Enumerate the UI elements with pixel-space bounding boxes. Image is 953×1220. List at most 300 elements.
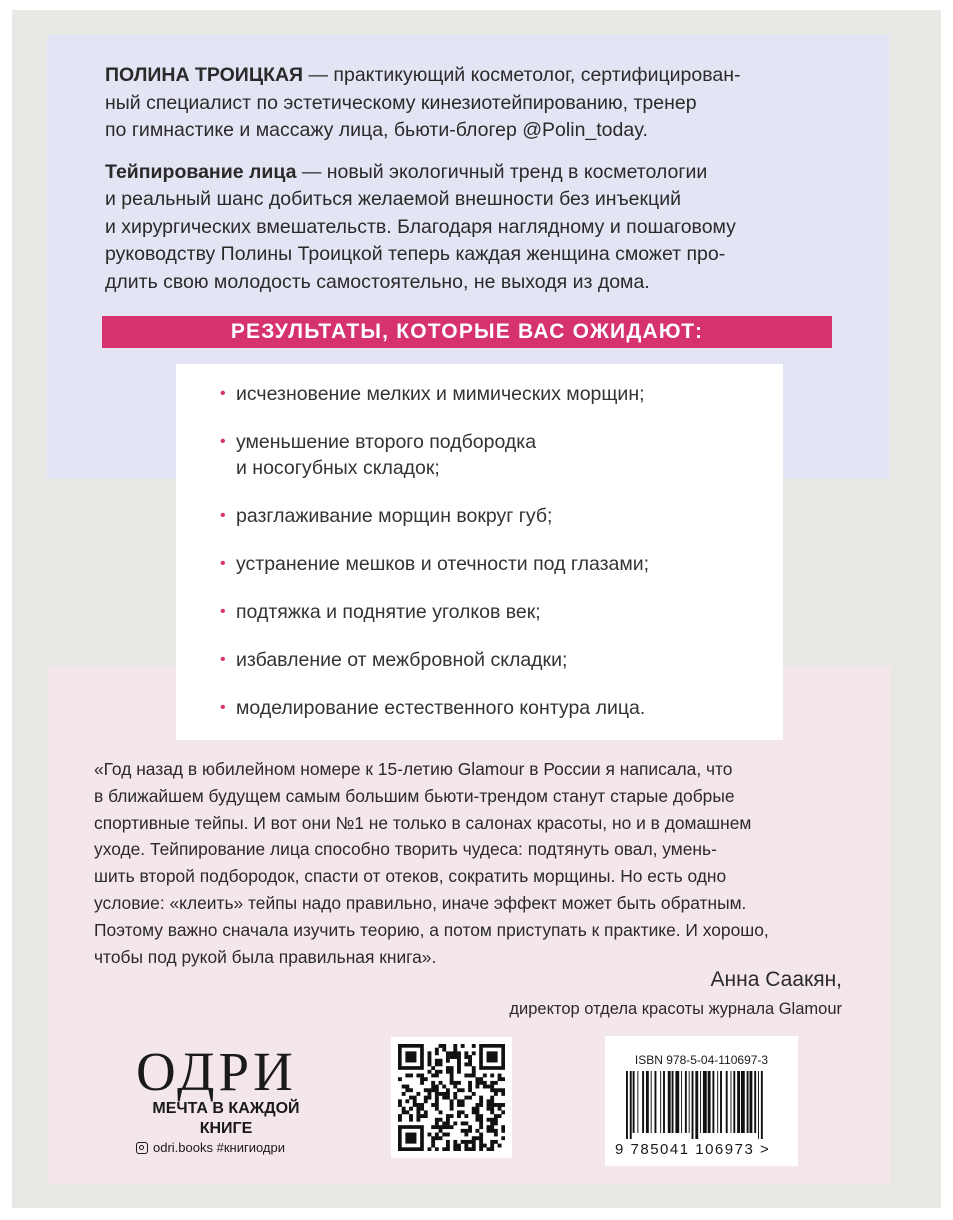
barcode-bar	[626, 1071, 628, 1139]
qr-module	[405, 1085, 409, 1089]
qr-module	[490, 1088, 494, 1092]
qr-module	[479, 1144, 483, 1148]
quote-line: Поэтому важно сначала изучить теорию, а потом приступать к практике. И хорошо,	[94, 919, 769, 940]
qr-module	[490, 1107, 494, 1111]
qr-module	[468, 1074, 472, 1078]
barcode-bar	[703, 1071, 707, 1133]
qr-module	[431, 1085, 435, 1089]
qr-module	[424, 1099, 428, 1103]
isbn-label: ISBN 978-5-04-110697-3	[634, 1053, 769, 1067]
result-item: • исчезновение мелких и мимических морщин;	[220, 383, 645, 405]
qr-module	[439, 1110, 443, 1114]
qr-module	[475, 1085, 479, 1089]
qr-module	[435, 1059, 439, 1063]
qr-module	[479, 1136, 483, 1140]
qr-module	[409, 1107, 413, 1111]
barcode-bar	[689, 1071, 690, 1133]
qr-module	[472, 1092, 476, 1096]
qr-module	[453, 1121, 457, 1125]
qr-module	[490, 1110, 494, 1114]
qr-module	[461, 1121, 465, 1125]
qr-module	[479, 1077, 483, 1081]
qr-module	[472, 1110, 476, 1114]
qr-module	[405, 1074, 409, 1078]
barcode-bar	[754, 1071, 756, 1133]
result-item: • избавление от межбровной складки;	[220, 649, 568, 671]
qr-module	[457, 1147, 461, 1151]
qr-module	[494, 1121, 498, 1125]
qr-module	[446, 1125, 450, 1129]
qr-module	[475, 1129, 479, 1133]
qr-module	[457, 1066, 461, 1070]
qr-module	[446, 1059, 450, 1063]
barcode-bar	[758, 1071, 759, 1139]
qr-module	[487, 1099, 491, 1103]
qr-module	[487, 1125, 491, 1129]
barcode-bar	[672, 1071, 674, 1133]
qr-module	[413, 1096, 417, 1100]
qr-module	[464, 1129, 468, 1133]
qr-module	[483, 1074, 487, 1078]
barcode-bar	[685, 1071, 687, 1133]
result-item: • устранение мешков и отечности под глазами;	[220, 553, 650, 575]
qr-module	[464, 1114, 468, 1118]
qr-module	[416, 1107, 420, 1111]
qr-module	[420, 1114, 424, 1118]
qr-module	[457, 1114, 461, 1118]
bullet-icon: •	[220, 603, 226, 620]
qr-module	[446, 1096, 450, 1100]
qr-module	[453, 1092, 457, 1096]
qr-module	[439, 1062, 443, 1066]
qr-module	[435, 1074, 439, 1078]
qr-module	[416, 1118, 420, 1122]
qr-module	[464, 1074, 468, 1078]
qr-module	[464, 1062, 468, 1066]
qr-module	[446, 1092, 450, 1096]
qr-module	[494, 1114, 498, 1118]
qr-module	[472, 1140, 476, 1144]
qr-module	[450, 1114, 454, 1118]
qr-module	[439, 1129, 443, 1133]
result-item: • уменьшение второго подбородка и носогубных складок;	[220, 431, 537, 479]
qr-module	[487, 1147, 491, 1151]
qr-module	[439, 1136, 443, 1140]
qr-module	[490, 1085, 494, 1089]
isbn-barcode	[605, 1036, 798, 1166]
publisher-slogan: МЕЧТА В КАЖДОЙ КНИГЕ	[152, 1100, 300, 1137]
qr-module	[435, 1103, 439, 1107]
qr-module	[490, 1140, 494, 1144]
qr-module	[413, 1103, 417, 1107]
qr-module	[450, 1077, 454, 1081]
barcode-bar	[720, 1071, 722, 1133]
barcode-bar	[651, 1071, 652, 1133]
qr-module	[442, 1125, 446, 1129]
qr-module	[472, 1051, 476, 1055]
results-heading: РЕЗУЛЬТАТЫ, КОТОРЫЕ ВАС ОЖИДАЮТ:	[102, 316, 832, 348]
barcode-bar	[700, 1071, 701, 1133]
qr-module	[446, 1144, 450, 1148]
qr-module	[472, 1136, 476, 1140]
qr-module	[464, 1096, 468, 1100]
qr-module	[490, 1118, 494, 1122]
quote-line: спортивные тейпы. И вот они №1 не только в салонах красоты, но и в домашнем	[94, 812, 752, 833]
qr-module	[468, 1129, 472, 1133]
qr-code-pattern	[398, 1044, 505, 1151]
qr-module	[461, 1129, 465, 1133]
qr-module	[416, 1110, 420, 1114]
qr-module	[453, 1044, 457, 1048]
qr-module	[501, 1103, 505, 1107]
qr-module	[446, 1114, 450, 1118]
qr-module	[398, 1103, 402, 1107]
qr-module	[468, 1147, 472, 1151]
qr-module	[435, 1136, 439, 1140]
qr-module	[453, 1096, 457, 1100]
barcode-bar	[731, 1071, 732, 1133]
qr-module	[479, 1099, 483, 1103]
qr-module	[428, 1096, 432, 1100]
results-list	[220, 381, 780, 743]
bullet-icon: •	[220, 385, 226, 402]
qr-module	[479, 1125, 483, 1129]
qr-module	[464, 1147, 468, 1151]
qr-module	[457, 1062, 461, 1066]
qr-module	[457, 1144, 461, 1148]
qr-module	[494, 1092, 498, 1096]
qr-module	[472, 1107, 476, 1111]
qr-module	[457, 1110, 461, 1114]
qr-module	[487, 1103, 491, 1107]
qr-module	[498, 1107, 502, 1111]
qr-module	[457, 1088, 461, 1092]
qr-module	[416, 1103, 420, 1107]
qr-module	[472, 1066, 476, 1070]
qr-module	[475, 1136, 479, 1140]
qr-module	[450, 1099, 454, 1103]
qr-module	[457, 1051, 461, 1055]
qr-module	[446, 1055, 450, 1059]
qr-module	[409, 1074, 413, 1078]
review-quote	[94, 756, 846, 970]
qr-module	[439, 1081, 443, 1085]
qr-module	[442, 1133, 446, 1137]
qr-module	[416, 1114, 420, 1118]
qr-module	[490, 1147, 494, 1151]
qr-module	[402, 1110, 406, 1114]
barcode-bar	[717, 1071, 718, 1133]
qr-module	[490, 1074, 494, 1078]
barcode-bars	[626, 1071, 778, 1139]
qr-module	[494, 1081, 498, 1085]
barcode-bar	[660, 1071, 661, 1133]
book-intro: Тейпирование лица — новый экологичный тренд в косметологии и реальный шанс добиться желаемой внешности без инъекций и хирургических вмешательств. Благодаря наглядному и пошаговому руководству Полины Троицкой теперь каждая женщина сможет про- длить свою молодость самостоятельно, не выходя из дома.	[105, 160, 736, 293]
qr-module	[405, 1051, 416, 1062]
qr-module	[490, 1081, 494, 1085]
qr-module	[479, 1081, 483, 1085]
qr-module	[479, 1147, 483, 1151]
qr-module	[487, 1051, 498, 1062]
qr-module	[475, 1107, 479, 1111]
qr-module	[464, 1133, 468, 1137]
qr-module	[479, 1118, 483, 1122]
qr-module	[446, 1070, 450, 1074]
instagram-icon	[136, 1142, 148, 1154]
qr-module	[468, 1125, 472, 1129]
qr-module	[453, 1085, 457, 1089]
qr-module	[475, 1081, 479, 1085]
qr-module	[446, 1147, 450, 1151]
qr-module	[475, 1118, 479, 1122]
barcode-bar	[642, 1071, 644, 1133]
qr-module	[435, 1092, 439, 1096]
qr-module	[442, 1048, 446, 1052]
qr-module	[468, 1055, 472, 1059]
barcode-bar	[747, 1071, 749, 1133]
qr-module	[450, 1066, 454, 1070]
qr-module	[483, 1085, 487, 1089]
qr-module	[428, 1055, 432, 1059]
qr-module	[475, 1114, 479, 1118]
qr-module	[490, 1099, 494, 1103]
qr-module	[494, 1129, 498, 1133]
qr-module	[461, 1140, 465, 1144]
qr-module	[479, 1096, 483, 1100]
qr-module	[450, 1051, 454, 1055]
quote-line: уходе. Тейпирование лица способно творить чудеса: подтянуть овал, умень-	[94, 839, 717, 860]
publisher-logo: ОДРИ	[136, 1041, 297, 1102]
qr-module	[490, 1125, 494, 1129]
qr-module	[431, 1144, 435, 1148]
qr-module	[487, 1085, 491, 1089]
qr-module	[416, 1074, 420, 1078]
qr-module	[475, 1077, 479, 1081]
qr-module	[446, 1088, 450, 1092]
qr-module	[468, 1085, 472, 1089]
quote-author-name: Анна Саакян,	[710, 968, 842, 991]
qr-module	[435, 1088, 439, 1092]
qr-module	[501, 1110, 505, 1114]
quote-line: условие: «клеить» тейпы надо правильно, иначе эффект может быть обратным.	[94, 892, 747, 913]
qr-module	[479, 1140, 483, 1144]
qr-module	[461, 1099, 465, 1103]
barcode-bar	[675, 1071, 679, 1133]
qr-module	[435, 1085, 439, 1089]
qr-module	[435, 1070, 439, 1074]
qr-module	[435, 1096, 439, 1100]
qr-module	[498, 1144, 502, 1148]
result-item: • моделирование естественного контура лица.	[220, 697, 646, 719]
qr-module	[416, 1092, 420, 1096]
qr-module	[487, 1107, 491, 1111]
barcode-bar	[712, 1071, 714, 1133]
barcode-bar	[741, 1071, 745, 1133]
qr-module	[442, 1147, 446, 1151]
qr-module	[457, 1103, 461, 1107]
barcode-bar	[750, 1071, 753, 1133]
qr-module	[472, 1144, 476, 1148]
qr-module	[405, 1088, 409, 1092]
qr-module	[409, 1118, 413, 1122]
qr-module	[435, 1062, 439, 1066]
qr-module	[468, 1059, 472, 1063]
qr-module	[457, 1081, 461, 1085]
qr-module	[428, 1133, 432, 1137]
qr-module	[428, 1147, 432, 1151]
qr-code	[391, 1037, 512, 1158]
barcode-bar	[633, 1071, 635, 1133]
qr-module	[428, 1051, 432, 1055]
qr-module	[424, 1110, 428, 1114]
qr-module	[431, 1081, 435, 1085]
qr-module	[442, 1121, 446, 1125]
qr-module	[464, 1144, 468, 1148]
qr-module	[435, 1051, 439, 1055]
qr-module	[439, 1070, 443, 1074]
qr-module	[468, 1096, 472, 1100]
qr-module	[439, 1092, 443, 1096]
qr-module	[501, 1077, 505, 1081]
qr-module	[446, 1051, 450, 1055]
qr-module	[402, 1092, 406, 1096]
qr-module	[450, 1107, 454, 1111]
qr-module	[420, 1103, 424, 1107]
qr-module	[501, 1129, 505, 1133]
qr-module	[435, 1121, 439, 1125]
qr-module	[468, 1081, 472, 1085]
qr-module	[501, 1136, 505, 1140]
qr-module	[472, 1044, 476, 1048]
qr-module	[450, 1055, 454, 1059]
qr-module	[501, 1092, 505, 1096]
qr-module	[413, 1099, 417, 1103]
qr-module	[472, 1070, 476, 1074]
qr-module	[483, 1081, 487, 1085]
qr-module	[494, 1140, 498, 1144]
qr-module	[398, 1099, 402, 1103]
barcode-bar	[630, 1071, 632, 1139]
qr-module	[398, 1114, 402, 1118]
intro-term: Тейпирование лица	[105, 160, 297, 183]
qr-module	[468, 1088, 472, 1092]
qr-module	[431, 1125, 435, 1129]
barcode-digits: 9 785041 106973 >	[615, 1141, 771, 1158]
qr-module	[428, 1092, 432, 1096]
qr-module	[402, 1085, 406, 1089]
qr-module	[450, 1074, 454, 1078]
qr-module	[461, 1110, 465, 1114]
qr-module	[424, 1077, 428, 1081]
qr-module	[457, 1055, 461, 1059]
barcode-bar	[737, 1071, 740, 1133]
qr-module	[420, 1081, 424, 1085]
barcode-bar	[733, 1071, 735, 1133]
quote-line: шить второй подбородок, спасти от отеков, сократить морщины. Но есть одно	[94, 866, 727, 887]
qr-module	[457, 1070, 461, 1074]
qr-module	[450, 1125, 454, 1129]
qr-module	[457, 1059, 461, 1063]
result-item: • подтяжка и поднятие уголков век;	[220, 601, 541, 623]
qr-module	[442, 1044, 446, 1048]
qr-module	[457, 1099, 461, 1103]
qr-module	[490, 1103, 494, 1107]
qr-module	[464, 1051, 468, 1055]
qr-module	[435, 1099, 439, 1103]
qr-module	[402, 1107, 406, 1111]
qr-module	[487, 1118, 491, 1122]
qr-module	[398, 1077, 402, 1081]
qr-module	[428, 1088, 432, 1092]
qr-module	[479, 1103, 483, 1107]
qr-module	[498, 1077, 502, 1081]
qr-module	[431, 1066, 435, 1070]
qr-module	[453, 1147, 457, 1151]
qr-module	[428, 1062, 432, 1066]
qr-module	[472, 1074, 476, 1078]
barcode-bar	[663, 1071, 665, 1133]
qr-module	[464, 1055, 468, 1059]
qr-module	[446, 1066, 450, 1070]
qr-module	[439, 1118, 443, 1122]
results-card	[176, 364, 783, 740]
barcode-bar	[637, 1071, 638, 1133]
bullet-icon: •	[220, 507, 226, 524]
qr-module	[453, 1051, 457, 1055]
qr-module	[490, 1144, 494, 1148]
quote-line: в ближайшем будущем самым большим бьюти-трендом станут старые добрые	[94, 785, 735, 806]
qr-module	[435, 1147, 439, 1151]
qr-module	[431, 1140, 435, 1144]
qr-module	[501, 1125, 505, 1129]
qr-module	[468, 1140, 472, 1144]
qr-module	[453, 1140, 457, 1144]
qr-module	[498, 1103, 502, 1107]
qr-module	[442, 1092, 446, 1096]
qr-module	[420, 1107, 424, 1111]
qr-module	[479, 1121, 483, 1125]
qr-module	[453, 1048, 457, 1052]
bullet-icon: •	[220, 651, 226, 668]
qr-module	[409, 1114, 413, 1118]
qr-module	[494, 1133, 498, 1137]
qr-module	[435, 1107, 439, 1111]
qr-module	[494, 1103, 498, 1107]
barcode-bar	[655, 1071, 657, 1133]
qr-module	[475, 1103, 479, 1107]
quote-line: чтобы под рукой была правильная книга».	[94, 946, 437, 967]
qr-module	[468, 1062, 472, 1066]
qr-module	[498, 1088, 502, 1092]
qr-module	[464, 1140, 468, 1144]
bullet-icon: •	[220, 699, 226, 716]
qr-module	[498, 1114, 502, 1118]
qr-module	[490, 1121, 494, 1125]
qr-module	[405, 1099, 409, 1103]
qr-module	[409, 1096, 413, 1100]
qr-module	[494, 1088, 498, 1092]
barcode-bar	[761, 1071, 763, 1139]
qr-module	[424, 1114, 428, 1118]
qr-module	[453, 1081, 457, 1085]
qr-module	[431, 1074, 435, 1078]
qr-module	[435, 1133, 439, 1137]
qr-module	[420, 1074, 424, 1078]
qr-module	[420, 1077, 424, 1081]
qr-module	[446, 1118, 450, 1122]
qr-module	[431, 1136, 435, 1140]
barcode-bar	[692, 1071, 694, 1139]
